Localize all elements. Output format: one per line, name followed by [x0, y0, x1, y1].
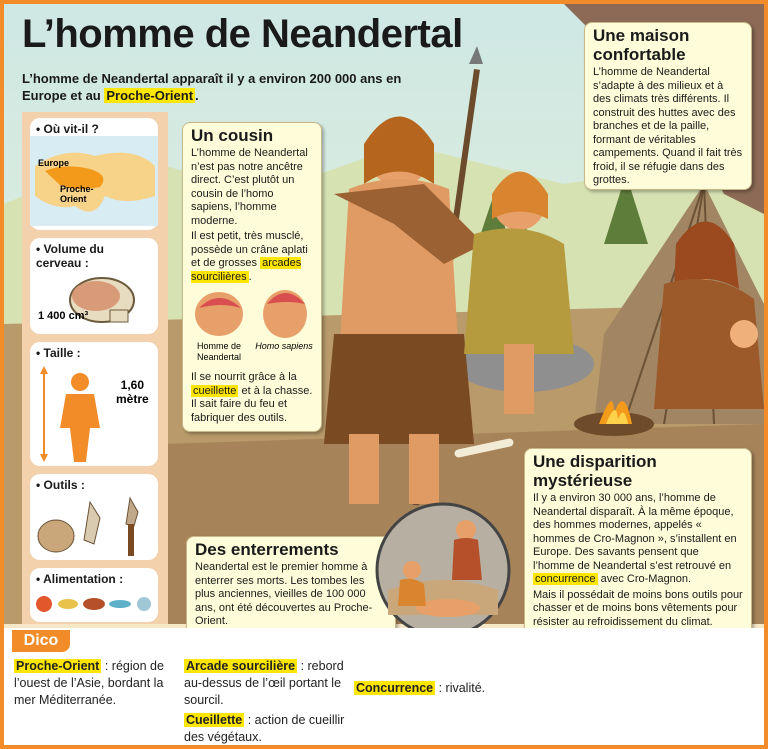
dico-def-cueillette: : action de cueillir des végétaux. — [184, 713, 345, 744]
dico-section — [4, 628, 764, 745]
map-label-europe: Europe — [38, 158, 70, 168]
dico-entry-arcade — [184, 658, 344, 709]
maison-box — [584, 22, 752, 190]
cousin-p3b: et à la chasse. Il sait faire du feu et fabriquer des outils. — [191, 384, 313, 424]
burial-illustration — [368, 500, 518, 640]
brain-value: 1 400 cm³ — [38, 310, 89, 322]
map-label-orient: Proche- Orient — [60, 184, 94, 204]
size-label: • Taille : — [36, 346, 81, 360]
tools-label: • Outils : — [36, 478, 85, 492]
cousin-p3 — [183, 369, 321, 427]
maison-title: Une maison confortable — [593, 26, 690, 64]
dico-entry-cueillette — [184, 712, 354, 746]
dico-def-concurrence: : rivalité. — [435, 681, 486, 695]
world-map-icon — [30, 136, 158, 226]
cousin-box — [182, 122, 322, 432]
cousin-p3-highlight: cueillette — [193, 384, 237, 397]
cousin-p2-highlight: arcades sourcilières — [191, 257, 302, 283]
disparition-p1b: avec Cro-Magnon. — [597, 573, 692, 585]
height-figure-icon — [30, 360, 158, 464]
dico-term-proche: Proche-Orient — [16, 659, 100, 673]
caption-sapiens: Homo sapiens — [255, 341, 313, 351]
disparition-p2: Mais il possédait de moins bons outils pour chasser et de moins bons vêtements pour résister au refroidissement du climat. — [533, 588, 743, 628]
dico-tab: Dico — [12, 630, 70, 652]
skull-comparison-icon — [183, 286, 321, 344]
cousin-p2b: . — [248, 270, 252, 283]
enterrements-box — [186, 536, 396, 638]
dico-def-proche: : région de l’ouest de l’Asie, bordant la mer Méditerranée. — [14, 659, 164, 707]
disparition-highlight: concurrence — [535, 573, 596, 585]
food-label: • Alimentation : — [36, 572, 124, 586]
dico-term-cueillette: Cueillette — [186, 713, 243, 727]
cousin-p3a: Il se nourrit grâce à la — [191, 371, 297, 383]
brain-card — [30, 238, 158, 334]
enterrements-text: Neandertal est le premier homme à enterrer ses morts. Les tombes les plus anciennes, vieilles de 100 000 ans, ont été découvertes au Proche-Orient. — [195, 561, 373, 627]
cousin-title: Un cousin — [191, 126, 274, 145]
disparition-p1 — [525, 490, 751, 589]
cousin-p2a: Il est petit, très musclé, possède un crâne aplati et de grosses — [191, 230, 308, 269]
disparition-box — [524, 448, 752, 640]
dico-entry-proche — [14, 658, 164, 709]
intro-highlight: Proche-Orient — [106, 88, 194, 103]
dico-term-concurrence: Concurrence — [356, 681, 434, 695]
cousin-p2 — [183, 230, 321, 286]
intro-body: L’homme de Neandertal apparaît il y a environ 200 000 ans en Europe et au — [22, 71, 402, 103]
size-card — [30, 342, 158, 466]
dico-entry-concurrence — [354, 680, 514, 697]
disparition-p1a: Il y a environ 30 000 ans, l’homme de Neandertal disparaît. À la même époque, des hommes modernes, appelés « hommes de Cro-Magnon », s’installent en Europe. Des savants pensent que l’homme de Neandertal s’est retrouvé en — [533, 492, 737, 572]
intro-text — [22, 70, 442, 104]
habitat-card — [30, 118, 158, 230]
cousin-p1: L’homme de Neandertal n’est pas notre ancêtre direct. C’est plutôt un cousin de l’homo sapiens, l’homme moderne. — [191, 147, 308, 227]
maison-text: L’homme de Neandertal s’adapte à des milieux et à des climats très différents. Il construit des huttes avec des branches et de la paille, formant de véritables campements. Quand il fait très froid, il se réfugie dans des grottes. — [593, 66, 743, 186]
brain-label: • Volume du cerveau : — [36, 242, 104, 270]
page-title: L’homme de Neandertal — [22, 12, 463, 56]
caption-neandertal: Homme de Neandertal — [196, 341, 242, 362]
tools-card — [30, 474, 158, 560]
stone-tools-icon — [30, 492, 158, 558]
food-icons — [30, 586, 158, 620]
enterrements-title: Des enterrements — [195, 540, 339, 559]
size-value: 1,60 mètre — [116, 378, 149, 406]
habitat-label: • Où vit-il ? — [36, 122, 99, 136]
dico-term-arcade: Arcade sourcilière — [186, 659, 296, 673]
intro-end: . — [195, 88, 199, 103]
food-card — [30, 568, 158, 622]
disparition-title: Une disparition mystérieuse — [533, 452, 657, 490]
dico-def-arcade: : rebord au-dessus de l’œil portant le sourcil. — [184, 659, 344, 707]
